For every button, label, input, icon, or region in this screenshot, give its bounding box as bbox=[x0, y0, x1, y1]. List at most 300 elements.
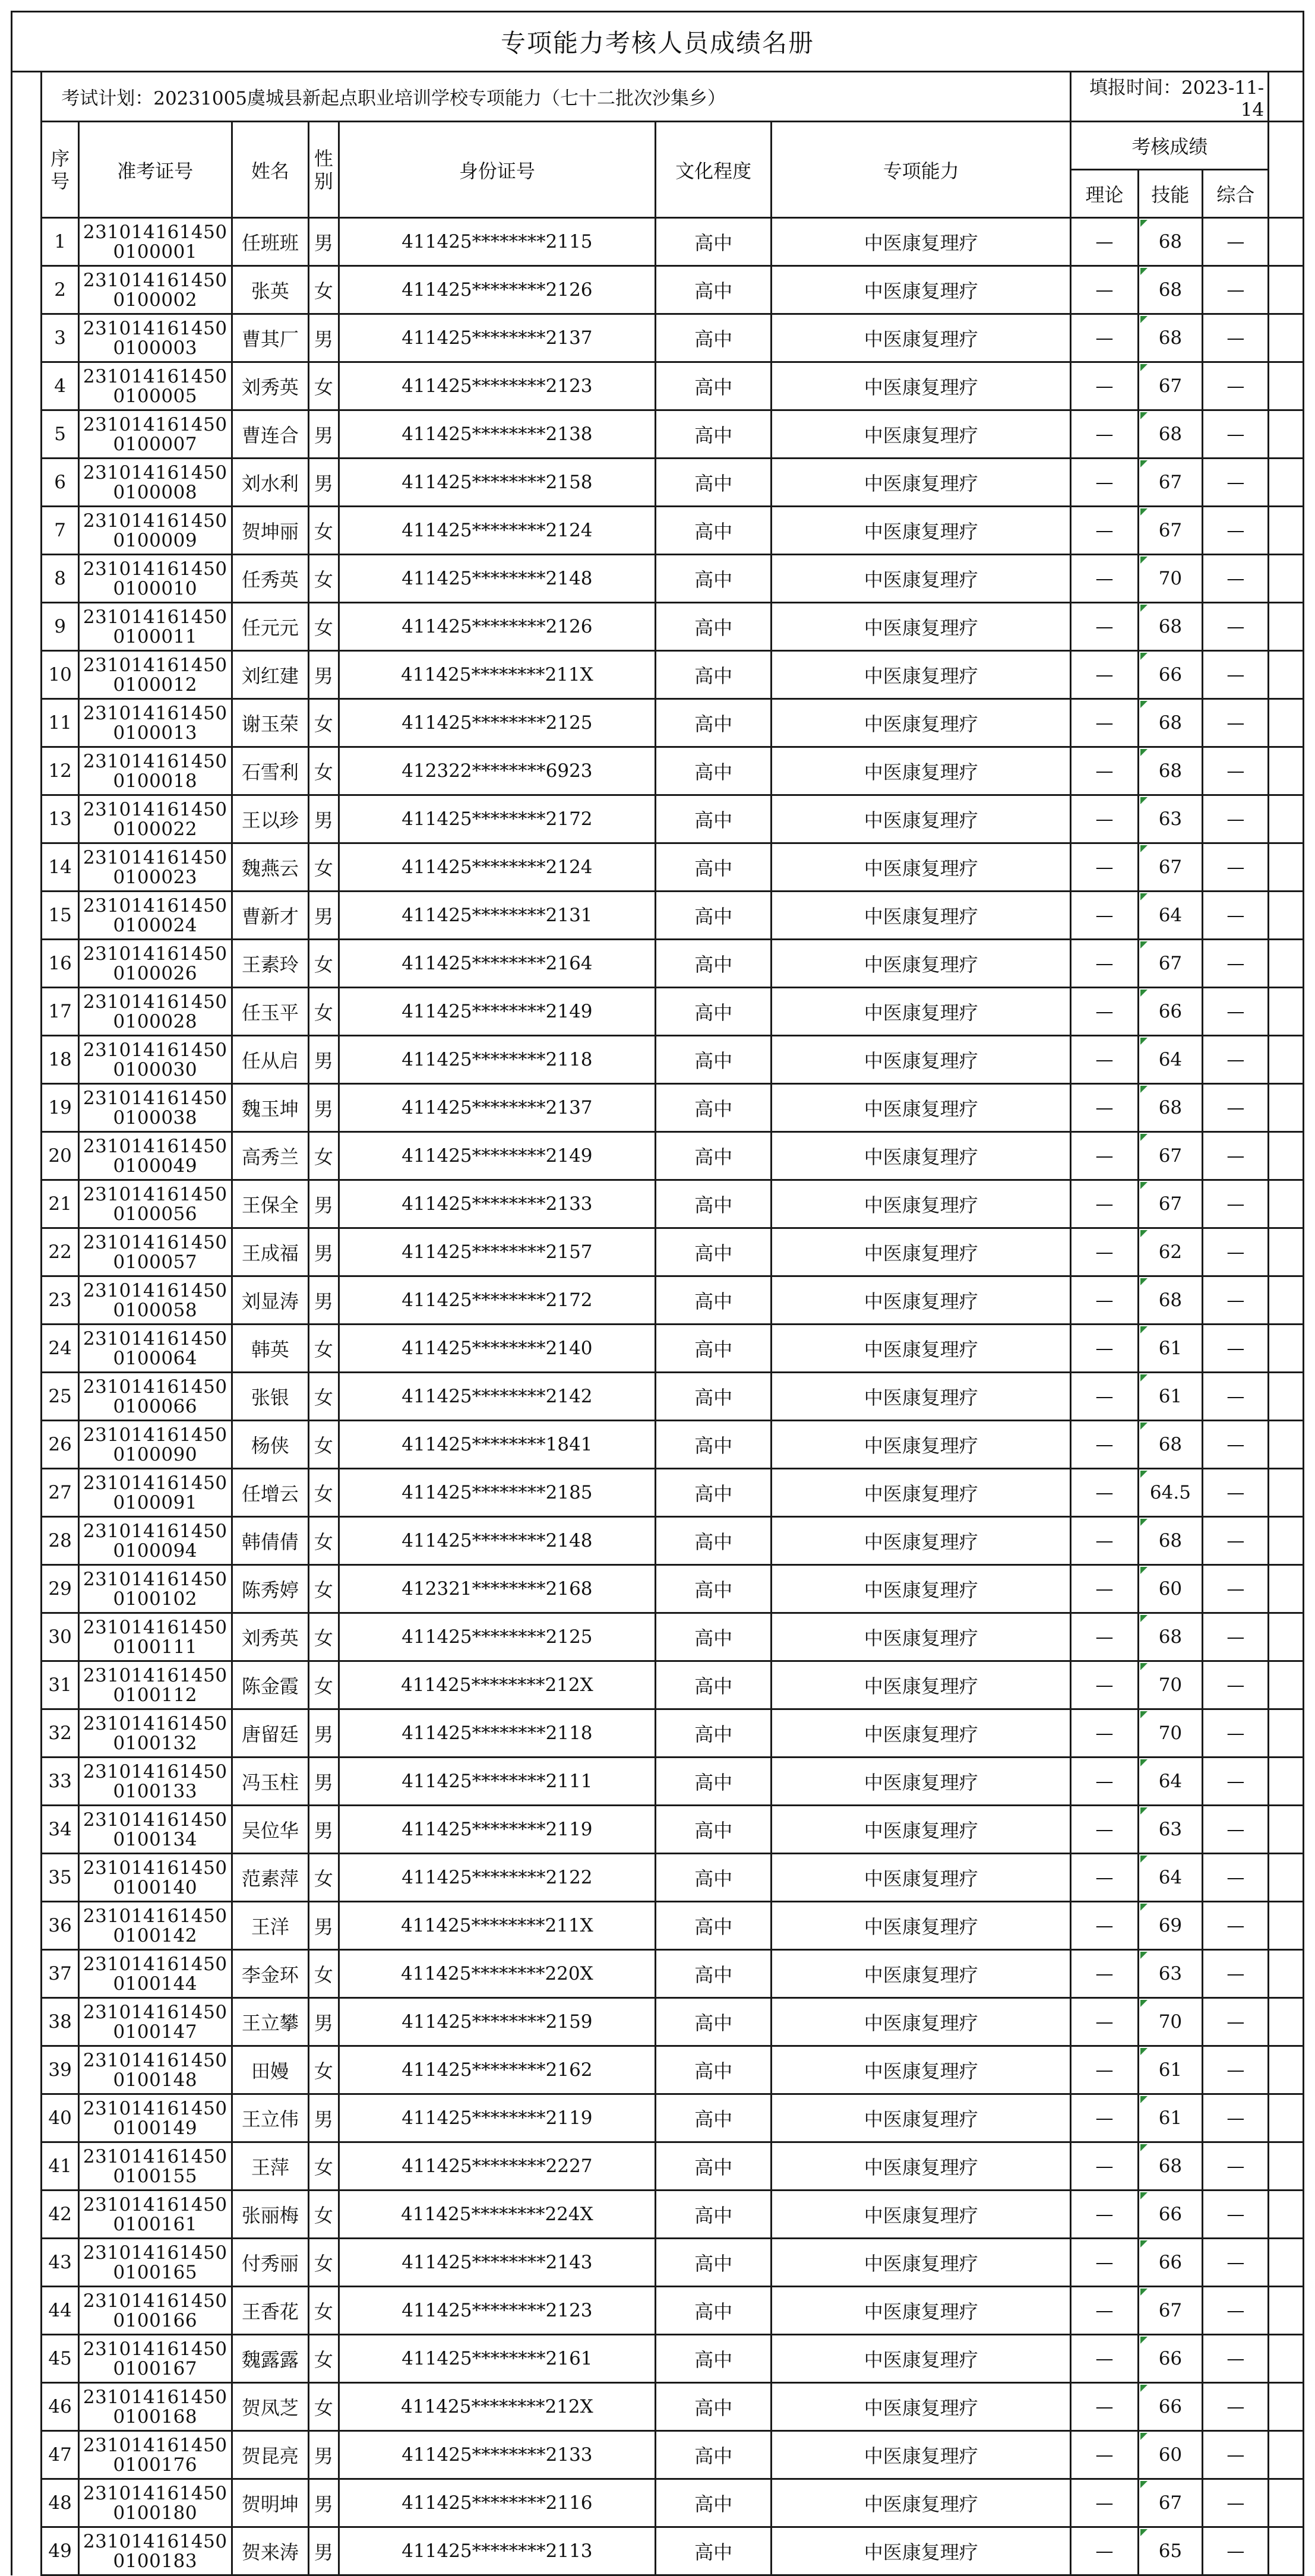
cell-skill: 中医康复理疗 bbox=[771, 459, 1070, 507]
cell-overall-score: — bbox=[1203, 410, 1269, 459]
right-margin-cell bbox=[1269, 2479, 1304, 2527]
cell-gender: 女 bbox=[309, 1613, 339, 1661]
cell-id-number: 411425********2113 bbox=[339, 2527, 656, 2575]
left-margin-cell bbox=[12, 2335, 42, 2383]
left-margin-cell bbox=[12, 1950, 42, 1998]
left-margin-cell bbox=[12, 2431, 42, 2479]
cell-skill: 中医康复理疗 bbox=[771, 1950, 1070, 1998]
left-margin-cell bbox=[12, 1709, 42, 1758]
cell-ticket: 2310141614500100064 bbox=[79, 1325, 232, 1373]
left-margin-cell bbox=[12, 2191, 42, 2239]
cell-tech-score: 66 bbox=[1138, 2191, 1203, 2239]
cell-education: 高中 bbox=[656, 651, 772, 699]
cell-skill: 中医康复理疗 bbox=[771, 2142, 1070, 2191]
right-margin-cell bbox=[1269, 1276, 1304, 1325]
cell-ticket: 2310141614500100008 bbox=[79, 459, 232, 507]
cell-id-number: 411425********211X bbox=[339, 1902, 656, 1950]
right-margin-cell bbox=[1269, 651, 1304, 699]
cell-ticket: 2310141614500100144 bbox=[79, 1950, 232, 1998]
cell-name: 刘秀英 bbox=[232, 362, 309, 410]
cell-overall-score: — bbox=[1203, 988, 1269, 1036]
cell-id-number: 411425********2159 bbox=[339, 1998, 656, 2046]
cell-seq: 33 bbox=[42, 1758, 79, 1806]
cell-skill: 中医康复理疗 bbox=[771, 1228, 1070, 1276]
cell-skill: 中医康复理疗 bbox=[771, 362, 1070, 410]
cell-skill: 中医康复理疗 bbox=[771, 603, 1070, 651]
left-margin-cell bbox=[12, 1373, 42, 1421]
cell-tech-score: 64 bbox=[1138, 1854, 1203, 1902]
cell-id-number: 411425********2118 bbox=[339, 1709, 656, 1758]
table-row bbox=[12, 603, 1304, 651]
cell-skill: 中医康复理疗 bbox=[771, 266, 1070, 314]
cell-tech-score: 70 bbox=[1138, 1709, 1203, 1758]
cell-overall-score: — bbox=[1203, 699, 1269, 747]
cell-overall-score: — bbox=[1203, 603, 1269, 651]
cell-name: 韩倩倩 bbox=[232, 1517, 309, 1565]
cell-ticket: 2310141614500100183 bbox=[79, 2527, 232, 2575]
cell-skill: 中医康复理疗 bbox=[771, 1613, 1070, 1661]
cell-tech-score: 68 bbox=[1138, 1421, 1203, 1469]
cell-gender: 女 bbox=[309, 1325, 339, 1373]
cell-overall-score: — bbox=[1203, 218, 1269, 266]
right-margin-cell bbox=[1269, 1517, 1304, 1565]
cell-gender: 男 bbox=[309, 795, 339, 843]
cell-seq: 13 bbox=[42, 795, 79, 843]
cell-id-number: 411425********212X bbox=[339, 2383, 656, 2431]
table-body bbox=[12, 218, 1304, 2575]
cell-ticket: 2310141614500100028 bbox=[79, 988, 232, 1036]
cell-ticket: 2310141614500100090 bbox=[79, 1421, 232, 1469]
cell-seq: 23 bbox=[42, 1276, 79, 1325]
cell-theory-score: — bbox=[1071, 1613, 1138, 1661]
cell-skill: 中医康复理疗 bbox=[771, 1998, 1070, 2046]
cell-education: 高中 bbox=[656, 1517, 772, 1565]
cell-gender: 女 bbox=[309, 2383, 339, 2431]
table-row bbox=[12, 1421, 1304, 1469]
left-margin-cell bbox=[12, 795, 42, 843]
cell-ticket: 2310141614500100018 bbox=[79, 747, 232, 795]
cell-id-number: 412321********2168 bbox=[339, 1565, 656, 1613]
cell-gender: 男 bbox=[309, 1709, 339, 1758]
cell-name: 王洋 bbox=[232, 1902, 309, 1950]
cell-tech-score: 70 bbox=[1138, 1998, 1203, 2046]
right-margin-cell bbox=[1269, 843, 1304, 892]
cell-tech-score: 63 bbox=[1138, 795, 1203, 843]
cell-theory-score: — bbox=[1071, 1758, 1138, 1806]
cell-id-number: 411425********2124 bbox=[339, 507, 656, 555]
cell-overall-score: — bbox=[1203, 1180, 1269, 1228]
left-margin-cell bbox=[12, 747, 42, 795]
cell-name: 陈金霞 bbox=[232, 1661, 309, 1709]
cell-education: 高中 bbox=[656, 699, 772, 747]
cell-overall-score: — bbox=[1203, 1373, 1269, 1421]
cell-gender: 男 bbox=[309, 2479, 339, 2527]
score-roster-table bbox=[11, 11, 1304, 2576]
cell-skill: 中医康复理疗 bbox=[771, 1806, 1070, 1854]
cell-ticket: 2310141614500100111 bbox=[79, 1613, 232, 1661]
cell-seq: 27 bbox=[42, 1469, 79, 1517]
cell-education: 高中 bbox=[656, 410, 772, 459]
table-row bbox=[12, 2239, 1304, 2287]
cell-gender: 男 bbox=[309, 1036, 339, 1084]
table-row bbox=[12, 362, 1304, 410]
cell-overall-score: — bbox=[1203, 1709, 1269, 1758]
cell-theory-score: — bbox=[1071, 795, 1138, 843]
left-margin-cell bbox=[12, 1854, 42, 1902]
cell-skill: 中医康复理疗 bbox=[771, 2431, 1070, 2479]
cell-name: 王萍 bbox=[232, 2142, 309, 2191]
cell-gender: 女 bbox=[309, 1950, 339, 1998]
cell-education: 高中 bbox=[656, 940, 772, 988]
score-roster-sheet bbox=[11, 11, 1304, 2576]
header-theory: 理论 bbox=[1071, 170, 1138, 218]
cell-theory-score: — bbox=[1071, 1998, 1138, 2046]
cell-ticket: 2310141614500100057 bbox=[79, 1228, 232, 1276]
right-margin-cell bbox=[1269, 507, 1304, 555]
cell-seq: 45 bbox=[42, 2335, 79, 2383]
cell-skill: 中医康复理疗 bbox=[771, 314, 1070, 362]
cell-seq: 25 bbox=[42, 1373, 79, 1421]
cell-name: 王素玲 bbox=[232, 940, 309, 988]
cell-tech-score: 68 bbox=[1138, 266, 1203, 314]
cell-overall-score: — bbox=[1203, 1950, 1269, 1998]
left-margin-cell bbox=[12, 603, 42, 651]
cell-theory-score: — bbox=[1071, 314, 1138, 362]
cell-overall-score: — bbox=[1203, 507, 1269, 555]
left-margin-cell bbox=[12, 1613, 42, 1661]
cell-theory-score: — bbox=[1071, 2479, 1138, 2527]
cell-ticket: 2310141614500100132 bbox=[79, 1709, 232, 1758]
cell-name: 谢玉荣 bbox=[232, 699, 309, 747]
left-margin-cell bbox=[12, 988, 42, 1036]
cell-seq: 10 bbox=[42, 651, 79, 699]
cell-gender: 男 bbox=[309, 1276, 339, 1325]
right-margin-cell bbox=[1269, 2191, 1304, 2239]
cell-id-number: 411425********2137 bbox=[339, 1084, 656, 1132]
cell-gender: 女 bbox=[309, 843, 339, 892]
cell-tech-score: 63 bbox=[1138, 1950, 1203, 1998]
cell-overall-score: — bbox=[1203, 1132, 1269, 1180]
cell-education: 高中 bbox=[656, 1180, 772, 1228]
cell-education: 高中 bbox=[656, 1132, 772, 1180]
cell-education: 高中 bbox=[656, 2431, 772, 2479]
cell-seq: 21 bbox=[42, 1180, 79, 1228]
right-margin-cell bbox=[1269, 1709, 1304, 1758]
cell-tech-score: 68 bbox=[1138, 1276, 1203, 1325]
table-header bbox=[12, 122, 1304, 218]
cell-education: 高中 bbox=[656, 1998, 772, 2046]
table-row bbox=[12, 1854, 1304, 1902]
left-margin-cell bbox=[12, 1998, 42, 2046]
cell-name: 魏玉坤 bbox=[232, 1084, 309, 1132]
cell-seq: 11 bbox=[42, 699, 79, 747]
cell-id-number: 411425********2149 bbox=[339, 1132, 656, 1180]
cell-education: 高中 bbox=[656, 1036, 772, 1084]
table-row bbox=[12, 2383, 1304, 2431]
cell-tech-score: 64 bbox=[1138, 1758, 1203, 1806]
table-row bbox=[12, 266, 1304, 314]
cell-gender: 男 bbox=[309, 1806, 339, 1854]
cell-overall-score: — bbox=[1203, 892, 1269, 940]
cell-id-number: 411425********2126 bbox=[339, 603, 656, 651]
cell-gender: 女 bbox=[309, 1373, 339, 1421]
right-margin-cell bbox=[1269, 2335, 1304, 2383]
cell-seq: 37 bbox=[42, 1950, 79, 1998]
cell-gender: 女 bbox=[309, 1661, 339, 1709]
cell-name: 冯玉柱 bbox=[232, 1758, 309, 1806]
cell-name: 王立攀 bbox=[232, 1998, 309, 2046]
table-row bbox=[12, 1709, 1304, 1758]
header-skill: 专项能力 bbox=[771, 122, 1070, 218]
cell-id-number: 411425********2148 bbox=[339, 555, 656, 603]
cell-id-number: 411425********2116 bbox=[339, 2479, 656, 2527]
left-margin-cell bbox=[12, 266, 42, 314]
cell-tech-score: 64.5 bbox=[1138, 1469, 1203, 1517]
left-margin-cell bbox=[12, 2142, 42, 2191]
cell-id-number: 411425********212X bbox=[339, 1661, 656, 1709]
right-margin-cell bbox=[1269, 940, 1304, 988]
cell-name: 曹其厂 bbox=[232, 314, 309, 362]
right-margin-cell bbox=[1269, 2094, 1304, 2142]
cell-gender: 女 bbox=[309, 699, 339, 747]
cell-education: 高中 bbox=[656, 1758, 772, 1806]
cell-skill: 中医康复理疗 bbox=[771, 1854, 1070, 1902]
cell-tech-score: 68 bbox=[1138, 603, 1203, 651]
cell-gender: 女 bbox=[309, 747, 339, 795]
cell-name: 张银 bbox=[232, 1373, 309, 1421]
cell-id-number: 411425********2227 bbox=[339, 2142, 656, 2191]
cell-id-number: 411425********2133 bbox=[339, 2431, 656, 2479]
cell-theory-score: — bbox=[1071, 2431, 1138, 2479]
left-margin-cell bbox=[12, 314, 42, 362]
cell-ticket: 2310141614500100155 bbox=[79, 2142, 232, 2191]
cell-id-number: 411425********211X bbox=[339, 651, 656, 699]
cell-skill: 中医康复理疗 bbox=[771, 410, 1070, 459]
left-margin-cell bbox=[12, 651, 42, 699]
table-row bbox=[12, 795, 1304, 843]
cell-education: 高中 bbox=[656, 1325, 772, 1373]
cell-seq: 26 bbox=[42, 1421, 79, 1469]
cell-seq: 41 bbox=[42, 2142, 79, 2191]
cell-theory-score: — bbox=[1071, 1565, 1138, 1613]
cell-tech-score: 67 bbox=[1138, 2479, 1203, 2527]
cell-overall-score: — bbox=[1203, 2431, 1269, 2479]
right-margin-cell bbox=[1269, 555, 1304, 603]
cell-education: 高中 bbox=[656, 1709, 772, 1758]
cell-tech-score: 61 bbox=[1138, 2094, 1203, 2142]
cell-gender: 女 bbox=[309, 2191, 339, 2239]
cell-name: 田嫚 bbox=[232, 2046, 309, 2094]
right-margin-cell bbox=[1269, 1180, 1304, 1228]
right-margin-cell bbox=[1269, 2046, 1304, 2094]
cell-seq: 29 bbox=[42, 1565, 79, 1613]
right-margin-cell bbox=[1269, 1950, 1304, 1998]
cell-overall-score: — bbox=[1203, 1806, 1269, 1854]
left-margin-cell bbox=[12, 1276, 42, 1325]
cell-seq: 30 bbox=[42, 1613, 79, 1661]
cell-overall-score: — bbox=[1203, 2287, 1269, 2335]
left-margin-cell bbox=[12, 843, 42, 892]
table-row bbox=[12, 1325, 1304, 1373]
cell-id-number: 411425********2143 bbox=[339, 2239, 656, 2287]
cell-gender: 男 bbox=[309, 2094, 339, 2142]
cell-gender: 女 bbox=[309, 2142, 339, 2191]
left-margin-cell bbox=[12, 122, 42, 218]
right-margin-cell bbox=[1269, 2527, 1304, 2575]
cell-seq: 36 bbox=[42, 1902, 79, 1950]
cell-skill: 中医康复理疗 bbox=[771, 1421, 1070, 1469]
cell-name: 任从启 bbox=[232, 1036, 309, 1084]
cell-education: 高中 bbox=[656, 2191, 772, 2239]
cell-name: 高秀兰 bbox=[232, 1132, 309, 1180]
cell-theory-score: — bbox=[1071, 1517, 1138, 1565]
cell-ticket: 2310141614500100091 bbox=[79, 1469, 232, 1517]
cell-name: 杨侠 bbox=[232, 1421, 309, 1469]
cell-id-number: 411425********2149 bbox=[339, 988, 656, 1036]
right-margin-cell bbox=[1269, 362, 1304, 410]
table-row bbox=[12, 1036, 1304, 1084]
cell-skill: 中医康复理疗 bbox=[771, 795, 1070, 843]
right-margin-cell bbox=[1269, 72, 1304, 122]
cell-seq: 47 bbox=[42, 2431, 79, 2479]
cell-name: 贺明坤 bbox=[232, 2479, 309, 2527]
table-row bbox=[12, 988, 1304, 1036]
cell-skill: 中医康复理疗 bbox=[771, 1373, 1070, 1421]
cell-education: 高中 bbox=[656, 2335, 772, 2383]
cell-id-number: 411425********2122 bbox=[339, 1854, 656, 1902]
cell-gender: 女 bbox=[309, 1854, 339, 1902]
cell-seq: 34 bbox=[42, 1806, 79, 1854]
table-row bbox=[12, 1806, 1304, 1854]
cell-overall-score: — bbox=[1203, 2239, 1269, 2287]
cell-seq: 18 bbox=[42, 1036, 79, 1084]
cell-seq: 46 bbox=[42, 2383, 79, 2431]
cell-overall-score: — bbox=[1203, 2046, 1269, 2094]
cell-id-number: 411425********2131 bbox=[339, 892, 656, 940]
cell-ticket: 2310141614500100134 bbox=[79, 1806, 232, 1854]
table-row bbox=[12, 1132, 1304, 1180]
left-margin-cell bbox=[12, 1565, 42, 1613]
left-margin-cell bbox=[12, 2479, 42, 2527]
header-overall: 综合 bbox=[1203, 170, 1269, 218]
cell-gender: 男 bbox=[309, 1998, 339, 2046]
header-gender: 性别 bbox=[309, 122, 339, 218]
cell-seq: 40 bbox=[42, 2094, 79, 2142]
cell-education: 高中 bbox=[656, 988, 772, 1036]
cell-name: 任元元 bbox=[232, 603, 309, 651]
cell-gender: 女 bbox=[309, 2239, 339, 2287]
cell-seq: 44 bbox=[42, 2287, 79, 2335]
cell-overall-score: — bbox=[1203, 940, 1269, 988]
cell-education: 高中 bbox=[656, 459, 772, 507]
cell-overall-score: — bbox=[1203, 1998, 1269, 2046]
cell-skill: 中医康复理疗 bbox=[771, 507, 1070, 555]
table-row bbox=[12, 2191, 1304, 2239]
cell-tech-score: 61 bbox=[1138, 1325, 1203, 1373]
table-row bbox=[12, 2479, 1304, 2527]
cell-seq: 9 bbox=[42, 603, 79, 651]
cell-theory-score: — bbox=[1071, 1661, 1138, 1709]
cell-overall-score: — bbox=[1203, 2335, 1269, 2383]
cell-gender: 女 bbox=[309, 2335, 339, 2383]
header-ticket: 准考证号 bbox=[79, 122, 232, 218]
cell-overall-score: — bbox=[1203, 843, 1269, 892]
cell-name: 付秀丽 bbox=[232, 2239, 309, 2287]
cell-gender: 男 bbox=[309, 1902, 339, 1950]
cell-ticket: 2310141614500100168 bbox=[79, 2383, 232, 2431]
cell-seq: 43 bbox=[42, 2239, 79, 2287]
table-row bbox=[12, 555, 1304, 603]
cell-name: 曹连合 bbox=[232, 410, 309, 459]
cell-overall-score: — bbox=[1203, 555, 1269, 603]
cell-skill: 中医康复理疗 bbox=[771, 2383, 1070, 2431]
cell-id-number: 411425********2164 bbox=[339, 940, 656, 988]
cell-seq: 5 bbox=[42, 410, 79, 459]
left-margin-cell bbox=[12, 2383, 42, 2431]
cell-name: 任秀英 bbox=[232, 555, 309, 603]
cell-skill: 中医康复理疗 bbox=[771, 1661, 1070, 1709]
cell-overall-score: — bbox=[1203, 362, 1269, 410]
cell-theory-score: — bbox=[1071, 2287, 1138, 2335]
cell-ticket: 2310141614500100005 bbox=[79, 362, 232, 410]
cell-name: 王保全 bbox=[232, 1180, 309, 1228]
table-row bbox=[12, 1228, 1304, 1276]
cell-overall-score: — bbox=[1203, 1661, 1269, 1709]
cell-skill: 中医康复理疗 bbox=[771, 1565, 1070, 1613]
left-margin-cell bbox=[12, 2046, 42, 2094]
cell-gender: 男 bbox=[309, 1180, 339, 1228]
cell-id-number: 411425********2137 bbox=[339, 314, 656, 362]
cell-tech-score: 66 bbox=[1138, 988, 1203, 1036]
cell-gender: 男 bbox=[309, 459, 339, 507]
cell-overall-score: — bbox=[1203, 1613, 1269, 1661]
left-margin-cell bbox=[12, 1180, 42, 1228]
left-margin-cell bbox=[12, 1084, 42, 1132]
cell-education: 高中 bbox=[656, 555, 772, 603]
right-margin-cell bbox=[1269, 795, 1304, 843]
table-row bbox=[12, 2335, 1304, 2383]
cell-ticket: 2310141614500100024 bbox=[79, 892, 232, 940]
cell-education: 高中 bbox=[656, 1902, 772, 1950]
cell-skill: 中医康复理疗 bbox=[771, 1084, 1070, 1132]
cell-education: 高中 bbox=[656, 1469, 772, 1517]
cell-theory-score: — bbox=[1071, 1325, 1138, 1373]
cell-skill: 中医康复理疗 bbox=[771, 699, 1070, 747]
left-margin-cell bbox=[12, 1325, 42, 1373]
cell-gender: 男 bbox=[309, 314, 339, 362]
cell-seq: 28 bbox=[42, 1517, 79, 1565]
cell-education: 高中 bbox=[656, 747, 772, 795]
cell-name: 刘秀英 bbox=[232, 1613, 309, 1661]
cell-theory-score: — bbox=[1071, 603, 1138, 651]
cell-overall-score: — bbox=[1203, 1469, 1269, 1517]
left-margin-cell bbox=[12, 459, 42, 507]
cell-education: 高中 bbox=[656, 218, 772, 266]
cell-id-number: 412322********6923 bbox=[339, 747, 656, 795]
cell-id-number: 411425********2125 bbox=[339, 699, 656, 747]
cell-ticket: 2310141614500100165 bbox=[79, 2239, 232, 2287]
cell-seq: 4 bbox=[42, 362, 79, 410]
cell-tech-score: 61 bbox=[1138, 2046, 1203, 2094]
cell-tech-score: 68 bbox=[1138, 314, 1203, 362]
cell-education: 高中 bbox=[656, 843, 772, 892]
left-margin-cell bbox=[12, 1469, 42, 1517]
cell-skill: 中医康复理疗 bbox=[771, 1036, 1070, 1084]
cell-skill: 中医康复理疗 bbox=[771, 2239, 1070, 2287]
table-row bbox=[12, 843, 1304, 892]
cell-skill: 中医康复理疗 bbox=[771, 988, 1070, 1036]
cell-education: 高中 bbox=[656, 266, 772, 314]
